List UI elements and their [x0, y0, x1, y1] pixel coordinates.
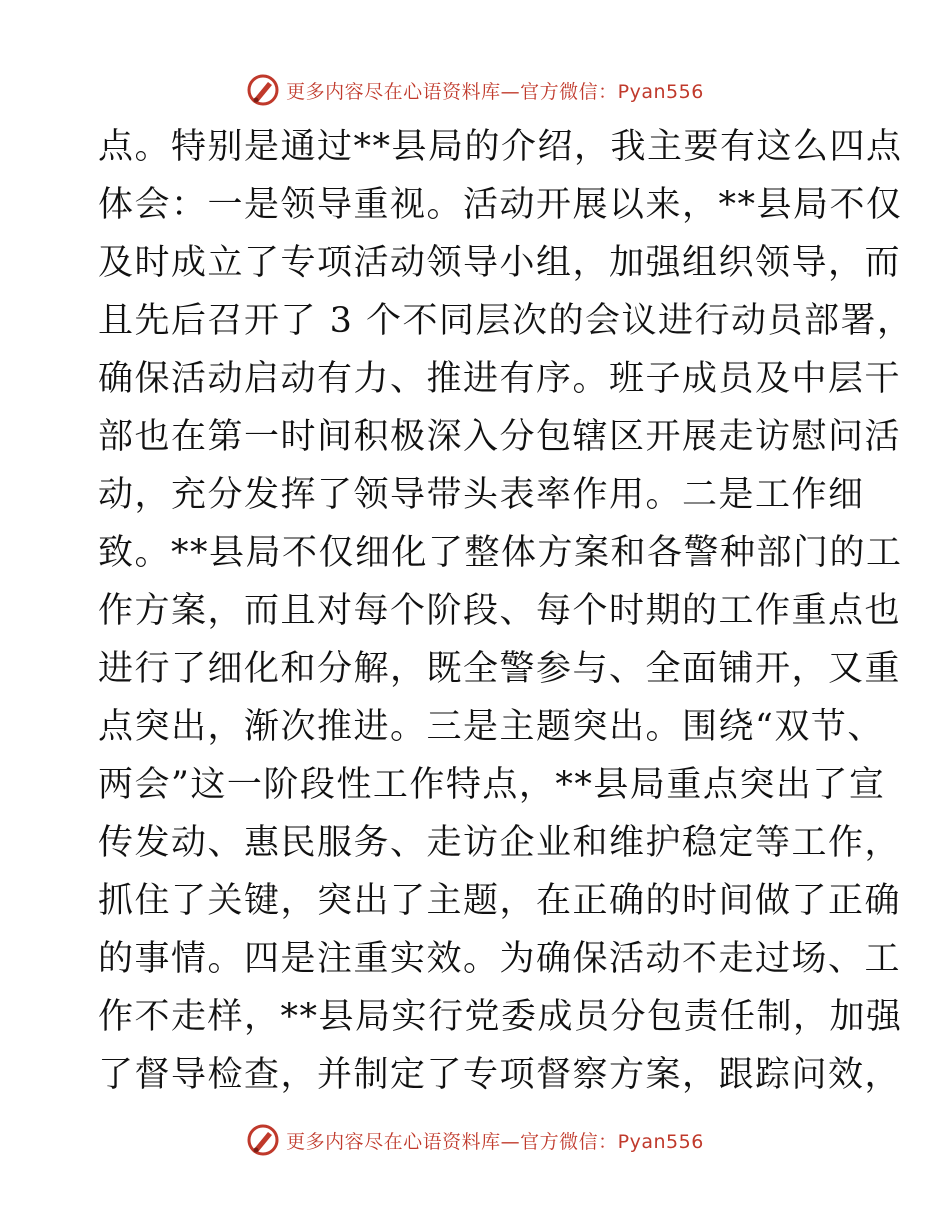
text-line: 作不走样，**县局实行党委成员分包责任制，加强 — [98, 997, 903, 1037]
text-line: 致。**县局不仅细化了整体方案和各警种部门的工 — [98, 533, 903, 573]
text-line: 传发动、惠民服务、走访企业和维护稳定等工作， — [98, 823, 902, 863]
text-line: 部也在第一时间积极深入分包辖区开展走访慰问活 — [98, 417, 902, 457]
text-line: 两会”这一阶段性工作特点，**县局重点突出了宣 — [98, 765, 886, 805]
text-line: 体会：一是领导重视。活动开展以来，**县局不仅 — [98, 185, 903, 225]
text-line: 点突出，渐次推进。三是主题突出。围绕“双节、 — [98, 707, 884, 747]
text-line: 动，充分发挥了领导带头表率作用。二是工作细 — [98, 475, 865, 515]
text-line: 抓住了关键，突出了主题，在正确的时间做了正确 — [98, 881, 902, 921]
text-line: 作方案，而且对每个阶段、每个时期的工作重点也 — [98, 591, 902, 631]
header-watermark — [0, 70, 950, 110]
text-line: 及时成立了专项活动领导小组，加强组织领导，而 — [98, 243, 902, 283]
pen-logo-icon — [246, 73, 280, 107]
text-line: 进行了细化和分解，既全警参与、全面铺开，又重 — [98, 649, 902, 689]
pen-logo-icon — [246, 1123, 280, 1157]
text-line: 且先后召开了 3 个不同层次的会议进行动员部署， — [98, 301, 914, 341]
text-line: 的事情。四是注重实效。为确保活动不走过场、工 — [98, 939, 902, 979]
document-body — [98, 118, 914, 1104]
text-line: 了督导检查，并制定了专项督察方案，跟踪问效， — [98, 1055, 902, 1095]
footer-watermark — [0, 1120, 950, 1160]
watermark-text: 更多内容尽在心语资料库—官方微信：Pyan556 — [286, 1130, 704, 1153]
text-line: 点。特别是通过**县局的介绍，我主要有这么四点 — [98, 127, 903, 167]
text-line: 确保活动启动有力、推进有序。班子成员及中层干 — [98, 359, 902, 399]
watermark-text: 更多内容尽在心语资料库—官方微信：Pyan556 — [286, 80, 704, 103]
